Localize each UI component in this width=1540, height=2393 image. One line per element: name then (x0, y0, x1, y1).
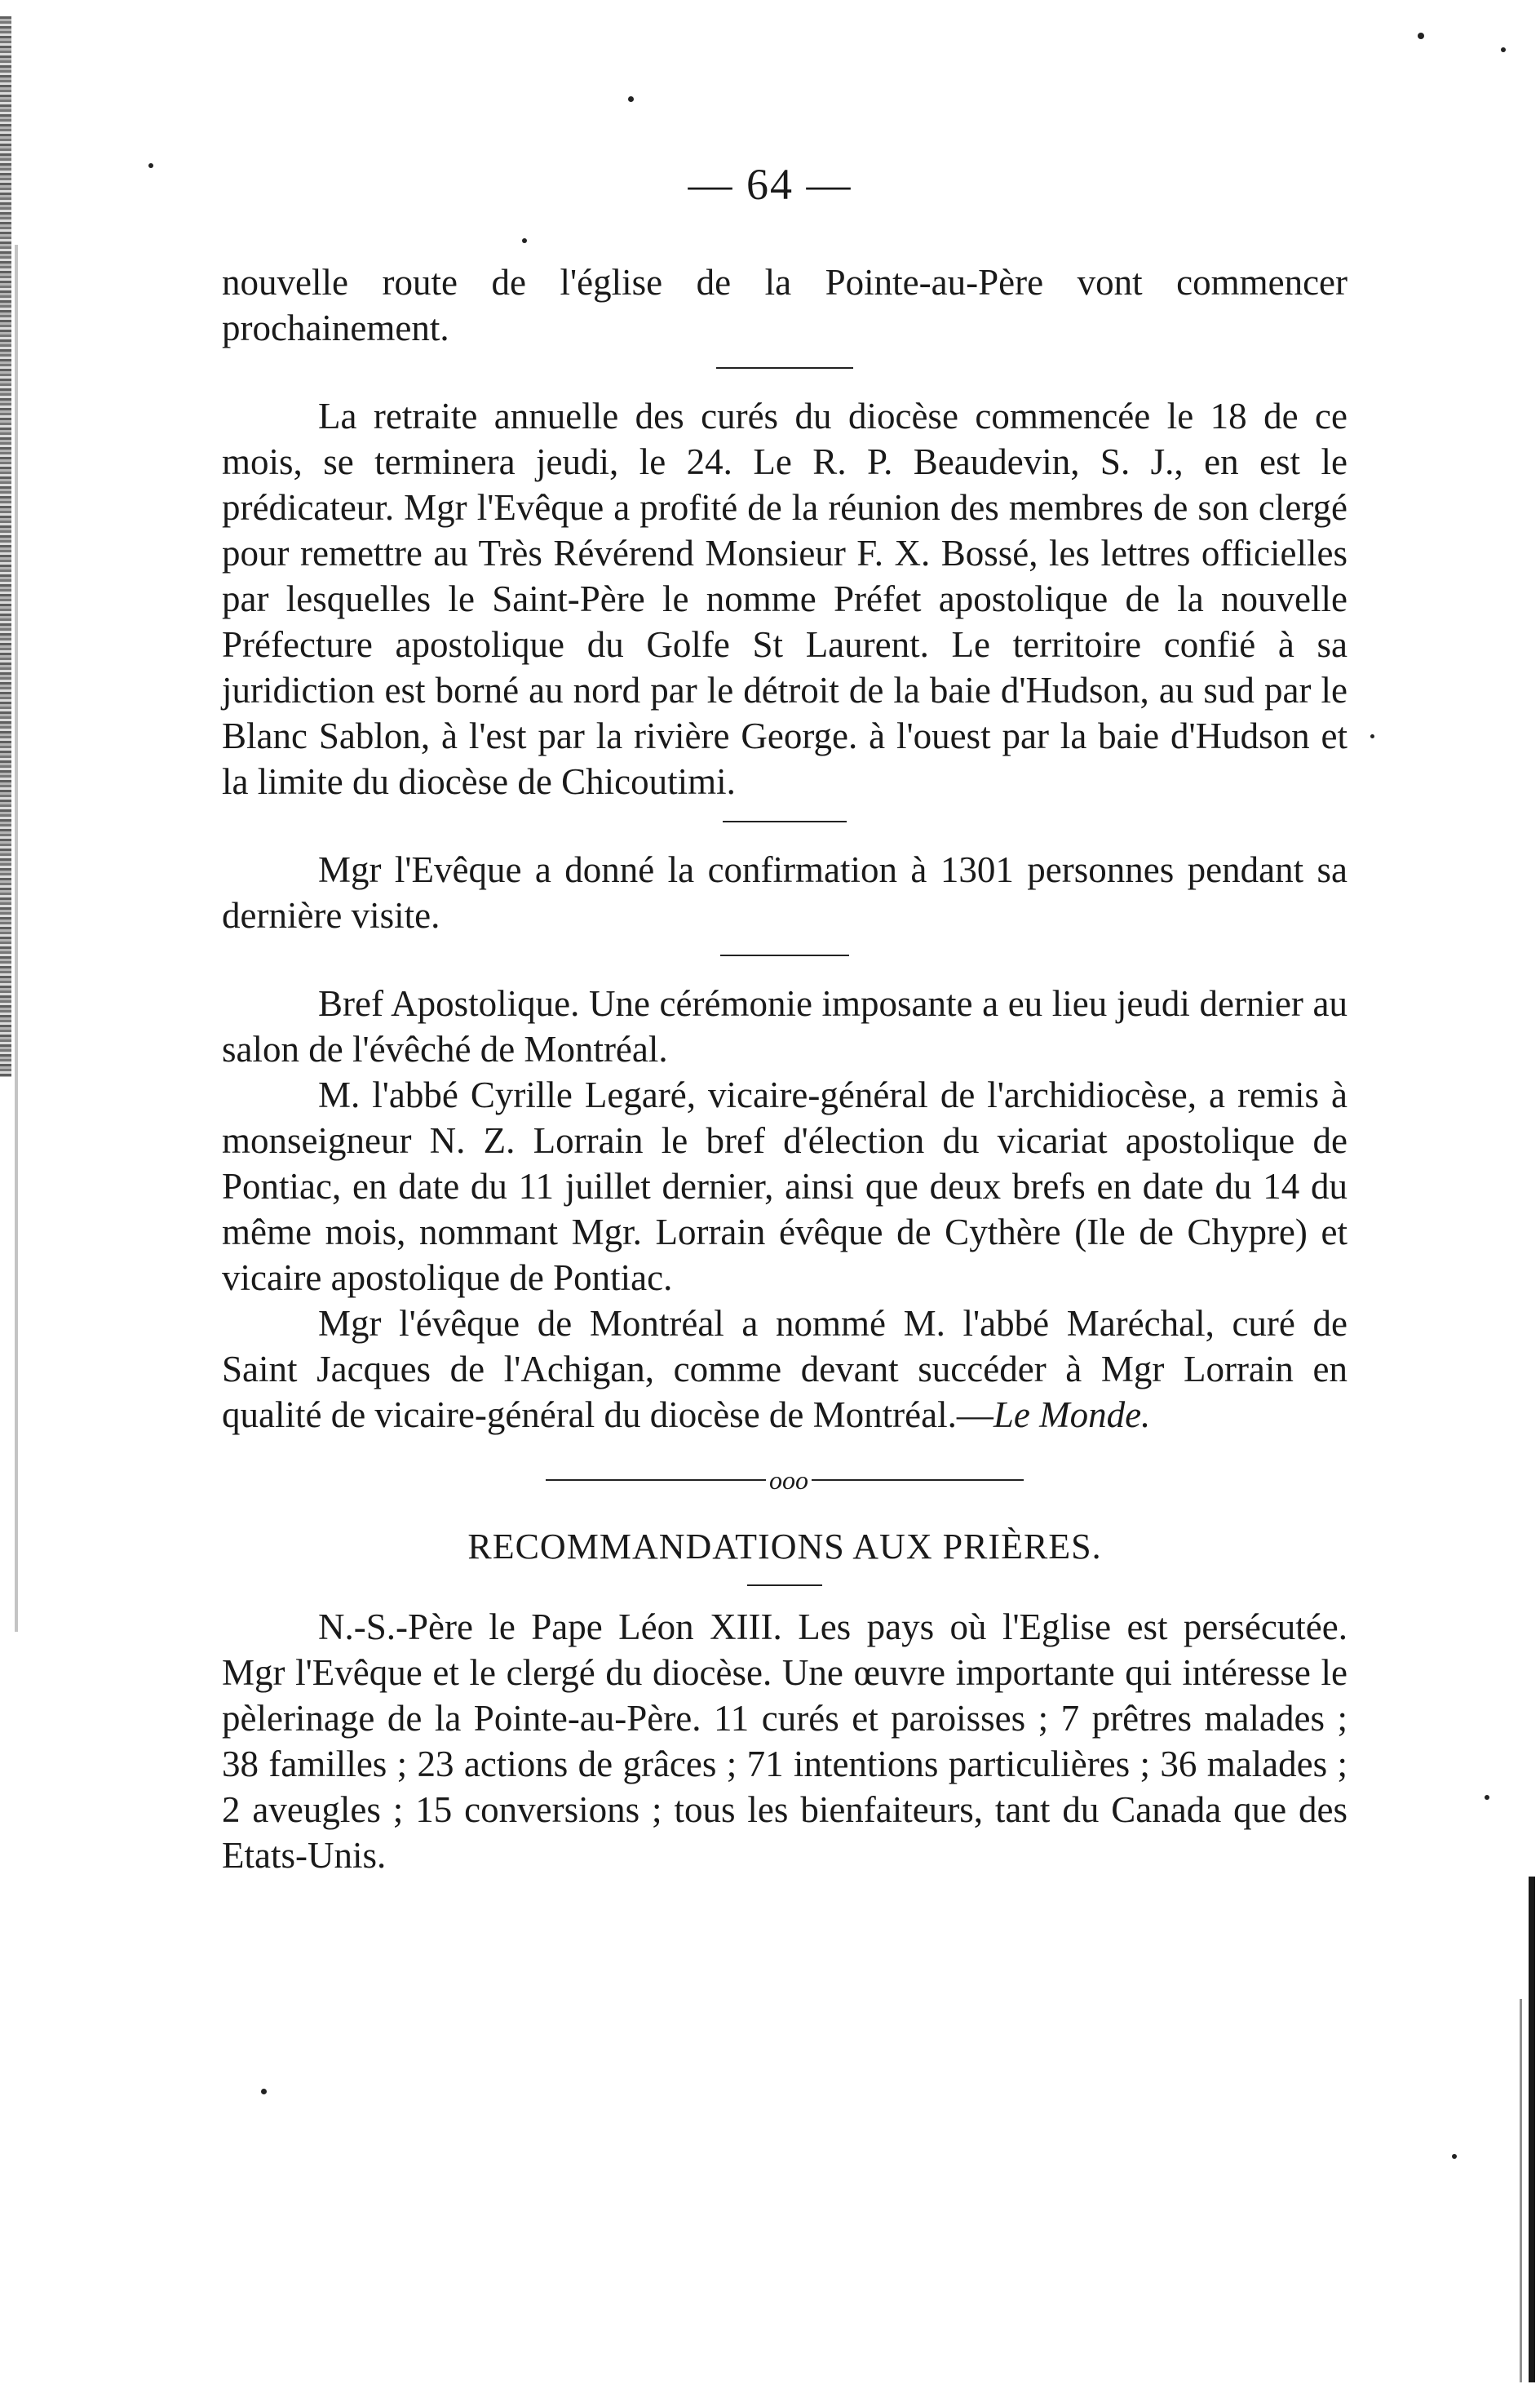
scan-edge-left-line (15, 245, 18, 1632)
paragraph: N.-S.-Père le Pape Léon XIII. Les pays où l'Eglise est persécutée. Mgr l'Evêque et le clergé du diocèse. Une œuvre importante qui intéresse le pèlerinage de la Pointe-au-Père. 11 curés et paroisses ; 7 prêtres malades ; 38 familles ; 23 actions de grâces ; 71 intentions particulières ; 36 malades ; 2 aveugles ; 15 conversions ; tous les bienfaiteurs, tant du Canada que des Etats-Unis. (222, 1606, 1348, 1876)
paragraph: La retraite annuelle des curés du diocèse commencée le 18 de ce mois, se terminera jeudi, le 24. Le R. P. Beaudevin, S. J., en est le prédicateur. Mgr l'Evêque a profité de la réunion des membres de son clergé pour remettre au Très Révérend Monsieur F. X. Bossé, les lettres officielles par lesquelles le Saint-Père le nomme Préfet apostolique de la nouvelle Préfecture apostolique du Golfe St Laurent. Le territoire confié à sa juridiction est borné au nord par le détroit de la baie d'Hudson, au sud par le Blanc Sablon, à l'est par la rivière George. à l'ouest par la baie d'Hudson et la limite du diocèse de Chicoutimi. (222, 396, 1348, 802)
source-citation: Le Monde. (993, 1394, 1151, 1435)
scan-edge-right (1529, 1877, 1535, 2382)
page-number: — 64 — (688, 160, 852, 209)
separator-line (546, 1479, 766, 1481)
paragraph: M. l'abbé Cyrille Legaré, vicaire-général de l'archidiocèse, a remis à monseigneur N. Z. Lorrain le bref d'élection du vicariat apostolique de Pontiac, en date du 11 juillet dernier, ainsi que deux brefs en date du 14 du même mois, nommant Mgr. Lorrain évêque de Cythère (Ile de Chypre) et vicaire apostolique de Pontiac. (222, 1075, 1348, 1298)
scan-speck (1501, 47, 1506, 52)
section-rule (720, 955, 849, 956)
paragraph: Bref Apostolique. Une cérémonie imposante a eu lieu jeudi dernier au salon de l'évêché de Montréal. (222, 983, 1348, 1070)
scan-speck (522, 238, 527, 243)
scan-speck (1485, 1795, 1489, 1800)
paragraph: Mgr l'Evêque a donné la confirmation à 1301 personnes pendant sa dernière visite. (222, 849, 1348, 936)
paragraph-text: Mgr l'évêque de Montréal a nommé M. l'abbé Maréchal, curé de Saint Jacques de l'Achigan, comme devant succéder à Mgr Lorrain en qualité de vicaire-général du diocèse de Montréal.— (222, 1303, 1348, 1435)
paragraph: nouvelle route de l'église de la Pointe-au-Père vont commencer prochainement. (222, 262, 1348, 348)
section-rule (716, 367, 853, 369)
page-text (222, 259, 1348, 1878)
section-rule (747, 1584, 822, 1586)
scan-speck (1452, 2154, 1457, 2159)
ornament-separator (222, 1457, 1348, 1503)
separator-ornament: ooo (769, 1465, 808, 1495)
separator-line (812, 1479, 1024, 1481)
section-heading: RECOMMANDATIONS AUX PRIÈRES. (467, 1527, 1102, 1567)
scan-speck (628, 96, 634, 102)
scan-speck (1418, 33, 1424, 39)
scan-speck (261, 2089, 267, 2094)
paragraph (222, 1301, 1348, 1438)
scan-edge-right-line (1520, 1999, 1522, 2382)
scan-speck (1370, 734, 1374, 738)
section-rule (723, 821, 847, 822)
